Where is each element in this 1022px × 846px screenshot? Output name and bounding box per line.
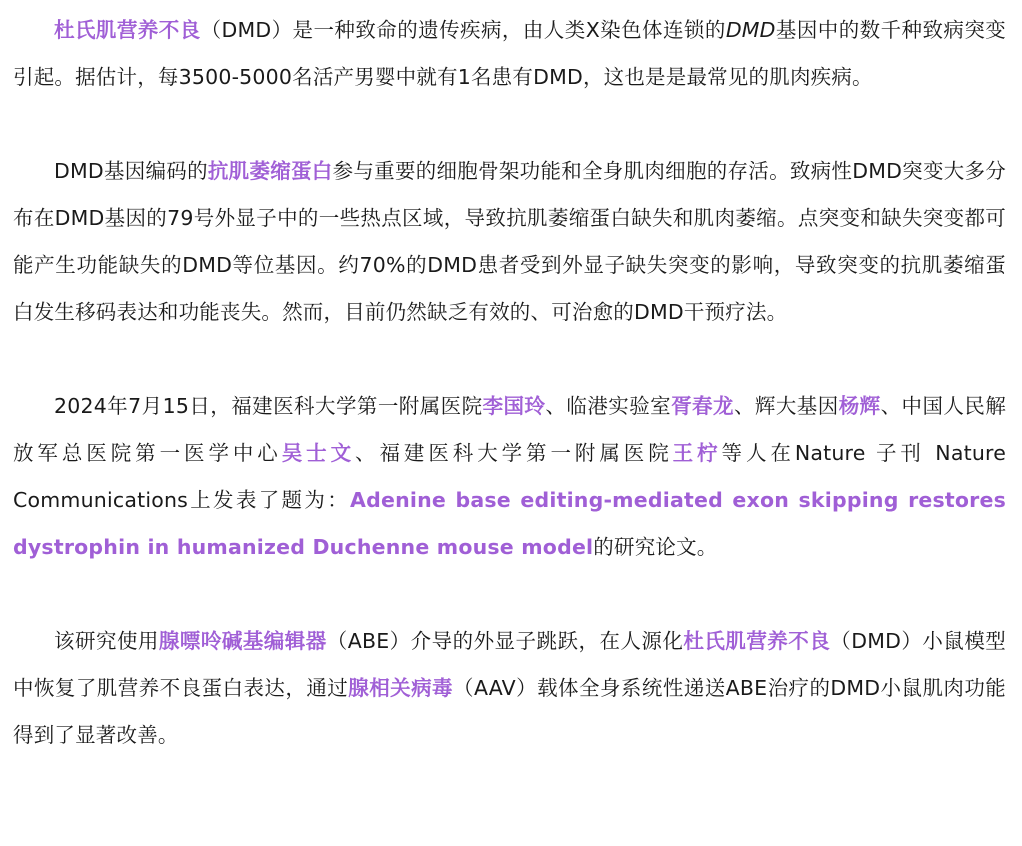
keyword-dystrophin: 抗肌萎缩蛋白 bbox=[207, 159, 333, 183]
keyword-dmd: 杜氏肌营养不良 bbox=[54, 18, 201, 42]
author-name: 胥春龙 bbox=[671, 394, 734, 418]
paragraph-text: 、福建医科大学第一附属医院 bbox=[355, 441, 673, 465]
paragraph-text: DMD基因编码的 bbox=[54, 159, 208, 183]
paragraph-text: 基因中的数千种致病突变引起。据估计，每3500-5000名活产男婴中就有1名患有DMD，这也是是最常见的肌肉疾病。 bbox=[13, 18, 1006, 89]
paragraph-study bbox=[13, 618, 1006, 759]
paragraph-spacer bbox=[13, 571, 1006, 618]
paragraph-dystrophin bbox=[13, 148, 1006, 336]
article-body bbox=[13, 7, 1006, 759]
author-name: 李国玲 bbox=[482, 394, 546, 418]
gene-name-italic: DMD bbox=[725, 18, 776, 42]
paragraph-text: 等人在Nature 子刊 Nature Communications上发表了题为： bbox=[13, 441, 1007, 512]
paragraph-text: 该研究使用 bbox=[54, 629, 159, 653]
paragraph-text: （AAV）载体全身系统性递送ABE治疗的DMD小鼠肌肉功能得到了显著改善。 bbox=[13, 676, 1006, 747]
keyword-aav: 腺相关病毒 bbox=[348, 676, 454, 700]
paragraph-spacer bbox=[13, 101, 1006, 148]
paragraph-text: （DMD）小鼠模型中恢复了肌营养不良蛋白表达，通过 bbox=[13, 629, 1007, 700]
paragraph-text: （ABE）介导的外显子跳跃，在人源化 bbox=[326, 629, 684, 653]
paragraph-text: 的研究论文。 bbox=[593, 535, 718, 559]
author-name: 杨辉 bbox=[838, 394, 881, 418]
keyword-abe: 腺嘌呤碱基编辑器 bbox=[158, 629, 327, 653]
keyword-dmd: 杜氏肌营养不良 bbox=[683, 629, 831, 653]
paragraph-text: 、中国人民解放军总医院第一医学中心 bbox=[13, 394, 1007, 465]
paragraph-text: 、临港实验室 bbox=[545, 394, 672, 418]
paper-title: Adenine base editing-mediated exon skipping restores dystrophin in humanized Duchenne mouse model bbox=[13, 488, 1006, 559]
paragraph-text: 参与重要的细胞骨架功能和全身肌肉细胞的存活。致病性DMD突变大多分布在DMD基因的79号外显子中的一些热点区域，导致抗肌萎缩蛋白缺失和肌肉萎缩。点突变和缺失突变都可能产生功能缺失的DMD等位基因。约70%的DMD患者受到外显子缺失突变的影响，导致突变的抗肌萎缩蛋白发生移码表达和功能丧失。然而，目前仍然缺乏有效的、可治愈的DMD干预疗法。 bbox=[13, 159, 1007, 324]
paragraph-text: （DMD）是一种致命的遗传疾病，由人类X染色体连锁的 bbox=[200, 18, 726, 42]
author-name: 王柠 bbox=[672, 441, 722, 465]
paragraph-spacer bbox=[13, 336, 1006, 383]
paragraph-publication bbox=[13, 383, 1006, 571]
author-name: 吴士文 bbox=[281, 441, 356, 465]
paragraph-text: 2024年7月15日，福建医科大学第一附属医院 bbox=[54, 394, 483, 418]
paragraph-intro bbox=[13, 7, 1006, 101]
paragraph-text: 、辉大基因 bbox=[733, 394, 839, 418]
